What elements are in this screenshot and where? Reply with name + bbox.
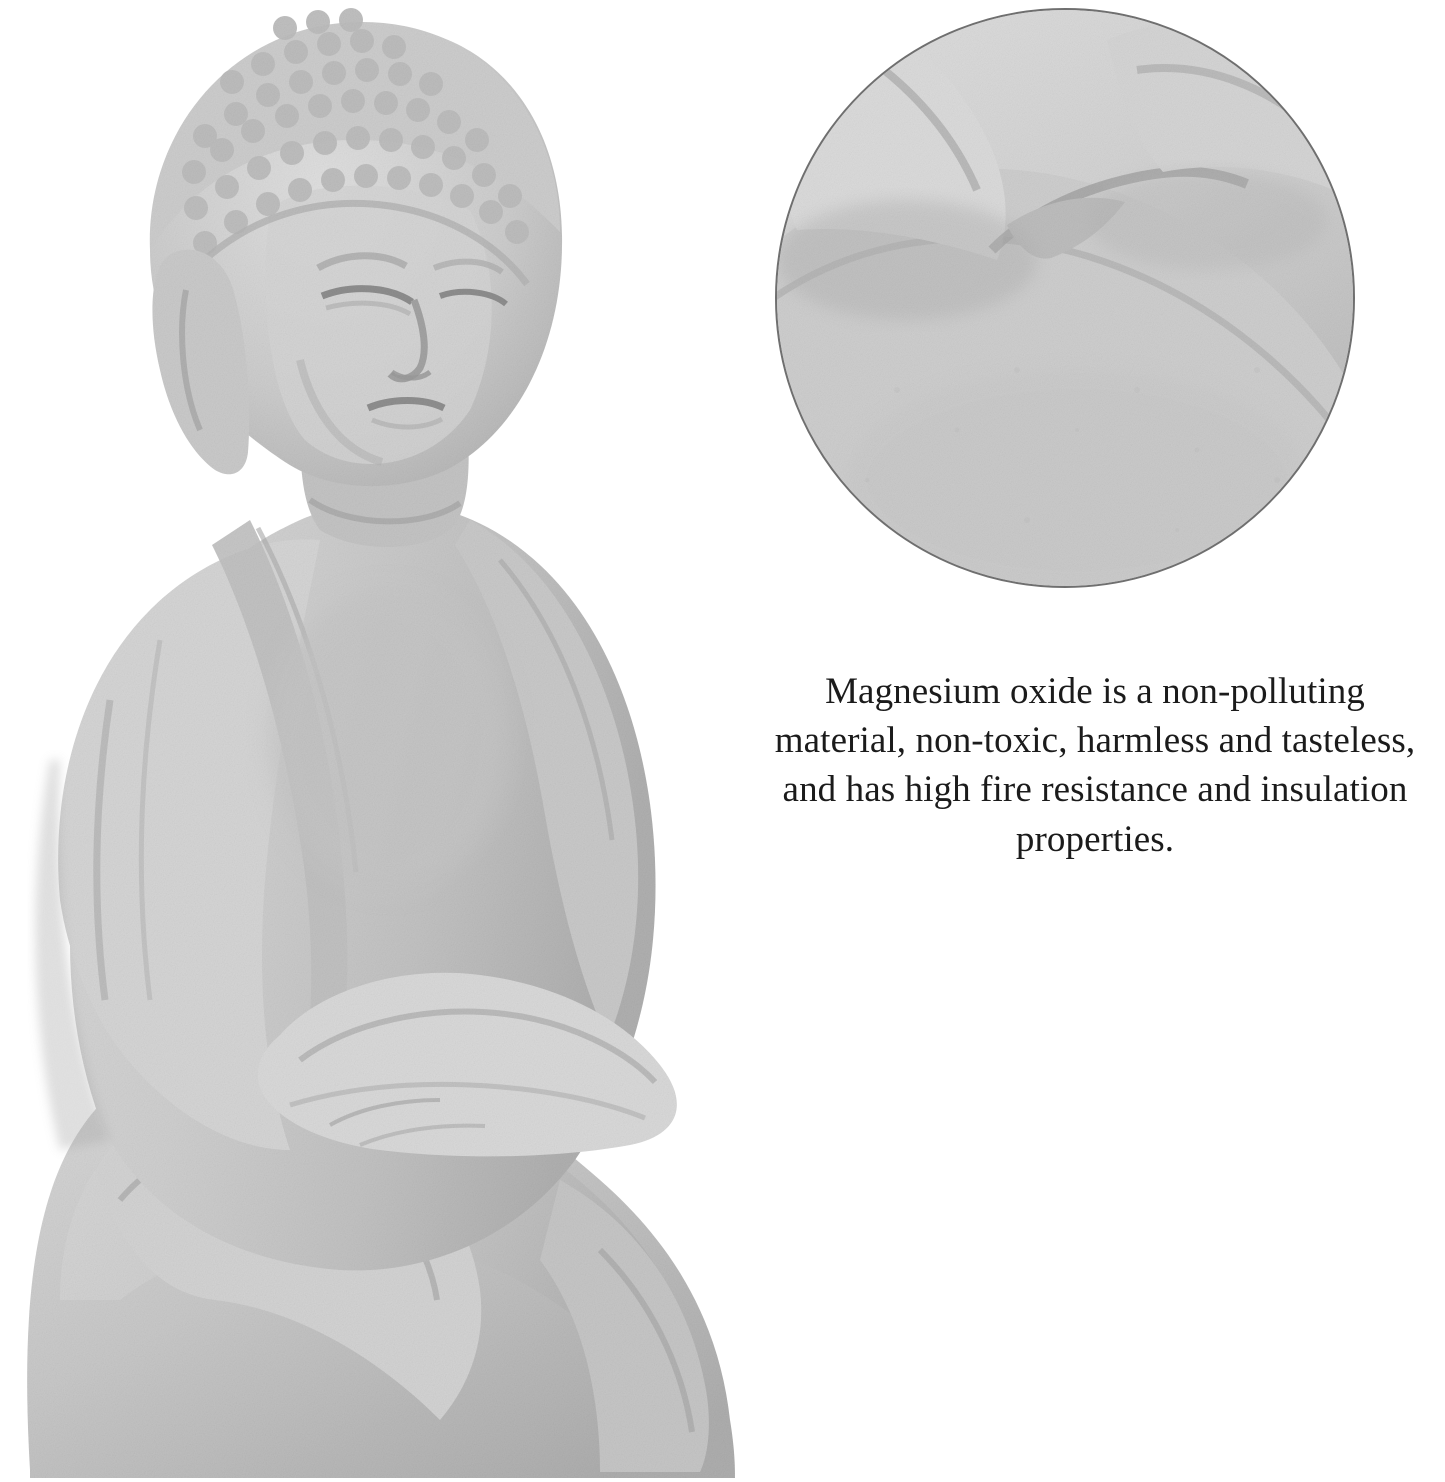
close-up-texture-circle (775, 8, 1355, 588)
caption-text: Magnesium oxide is a non-polluting material, non-toxic, harmless and tasteless, and has high fire resistance and insulation properties. (774, 671, 1416, 860)
close-up-texture-illustration (777, 10, 1353, 586)
